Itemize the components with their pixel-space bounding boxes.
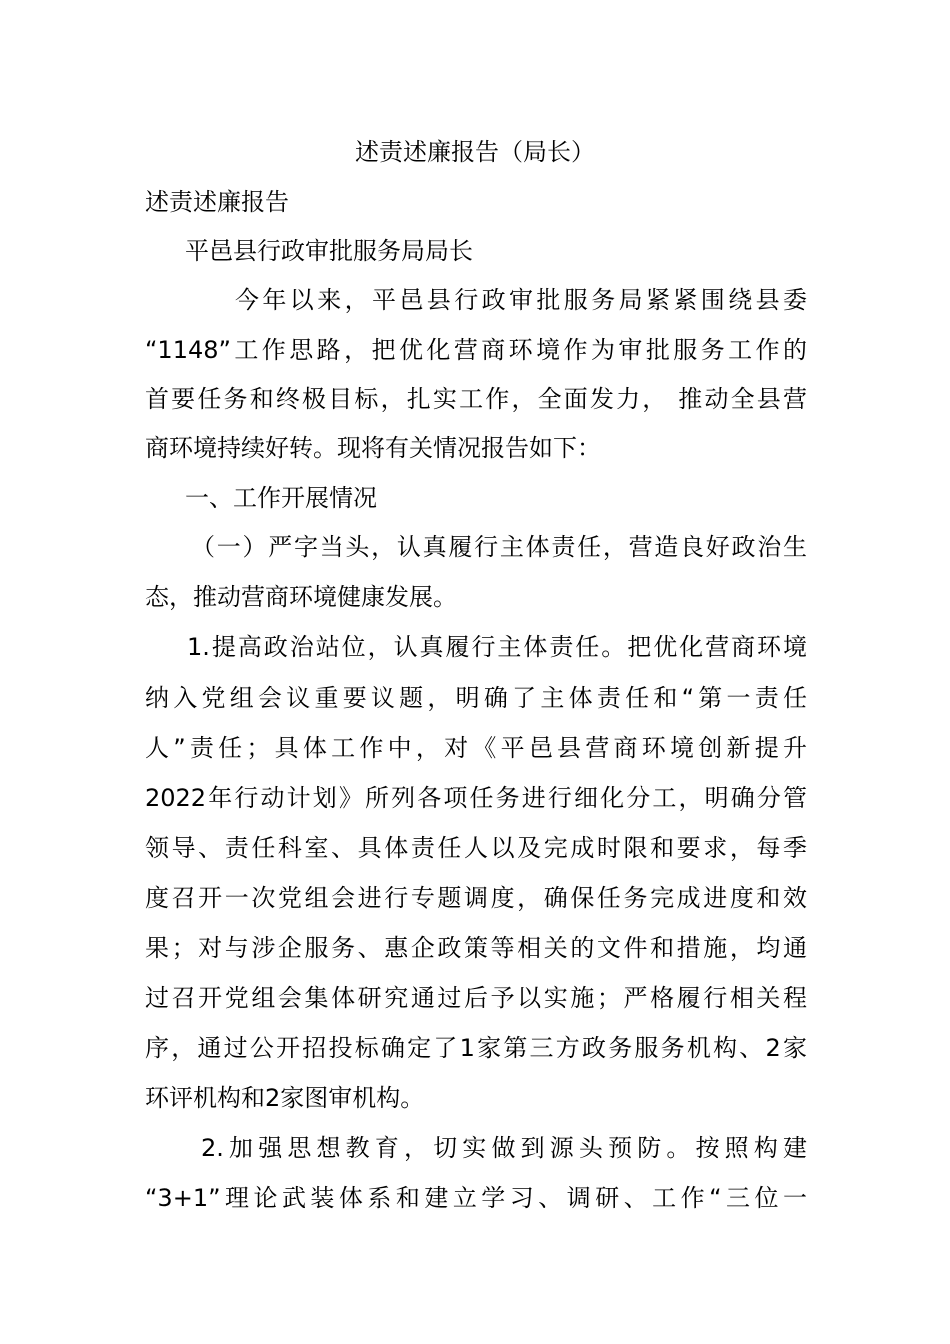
- paragraph-line: 过召开党组会集体研究通过后予以实施；严格履行相关程: [145, 984, 807, 1012]
- paragraph-line: “3+1”理论武装体系和建立学习、调研、工作“三位一: [145, 1184, 807, 1212]
- paragraph-line: 环评机构和2家图审机构。: [145, 1084, 425, 1112]
- paragraph-line: 首要任务和终极目标，扎实工作，全面发力， 推动全县营: [145, 385, 807, 413]
- paragraph-line: 商环境持续好转。现将有关情况报告如下：: [145, 434, 601, 462]
- paragraph-line: 今年以来，平邑县行政审批服务局紧紧围绕县委: [235, 286, 807, 314]
- paragraph-line: 2.加强思想教育，切实做到源头预防。按照构建: [201, 1134, 807, 1162]
- paragraph-line: 序，通过公开招投标确定了1家第三方政务服务机构、2家: [145, 1034, 807, 1062]
- paragraph-line: 领导、责任科室、具体责任人以及完成时限和要求，每季: [145, 834, 807, 862]
- paragraph-line: 度召开一次党组会进行专题调度，确保任务完成进度和效: [145, 884, 807, 912]
- document-title: 述责述廉报告（局长）: [355, 138, 595, 166]
- paragraph-line: “1148”工作思路，把优化营商环境作为审批服务工作的: [145, 336, 807, 364]
- paragraph-line: 1.提高政治站位，认真履行主体责任。把优化营商环境: [187, 633, 807, 661]
- paragraph-line: 纳入党组会议重要议题，明确了主体责任和“第一责任: [145, 684, 807, 712]
- document-subtitle: 述责述廉报告: [145, 188, 289, 216]
- paragraph-line: 2022年行动计划》所列各项任务进行细化分工，明确分管: [145, 784, 807, 812]
- paragraph-line: 人”责任；具体工作中，对《平邑县营商环境创新提升: [145, 734, 807, 762]
- subsection-heading: （一）严字当头，认真履行主体责任，营造良好政治生: [191, 533, 807, 561]
- subsection-heading-cont: 态，推动营商环境健康发展。: [145, 583, 457, 611]
- author-line: 平邑县行政审批服务局局长: [185, 237, 473, 265]
- section-heading: 一、工作开展情况: [185, 484, 377, 512]
- paragraph-line: 果；对与涉企服务、惠企政策等相关的文件和措施，均通: [145, 934, 807, 962]
